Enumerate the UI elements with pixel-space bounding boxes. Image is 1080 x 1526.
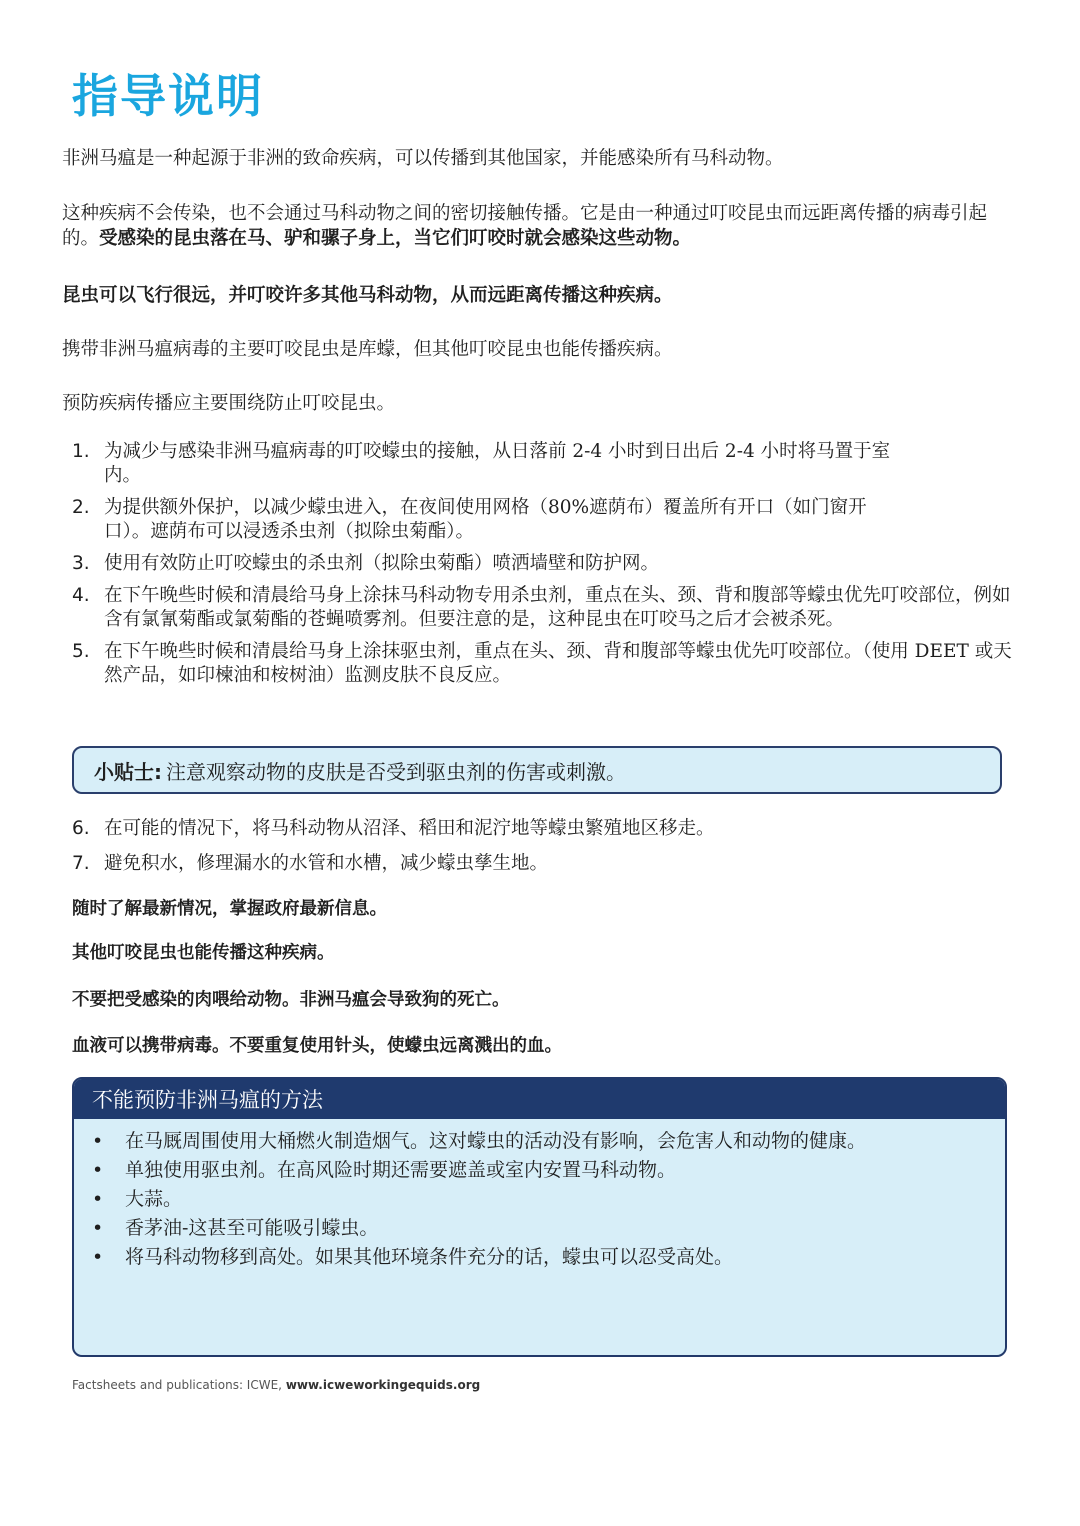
bullet: • <box>92 1188 104 1210</box>
tip-box <box>72 746 1002 794</box>
list-item <box>92 1187 985 1212</box>
bullet: • <box>92 1217 104 1239</box>
bullet: • <box>92 1246 104 1268</box>
intro-paragraph-3: 昆虫可以飞行很远，并叮咬许多其他马科动物，从而远距离传播这种疾病。 <box>62 285 673 306</box>
bullet: • <box>92 1130 104 1152</box>
list-item <box>72 496 1012 544</box>
box-item-text: 在马厩周围使用大桶燃火制造烟气。这对蠓虫的活动没有影响，会危害人和动物的健康。 <box>125 1130 867 1152</box>
list-item <box>72 817 1012 841</box>
step-text: 在下午晚些时候和清晨给马身上涂抹驱虫剂，重点在头、颈、背和腹部等蠓虫优先叮咬部位。（使用 DEET 或天然产品，如印楝油和桉树油）监测皮肤不良反应。 <box>104 641 1012 686</box>
bullet: • <box>92 1159 104 1181</box>
tip-label: 小贴士: <box>94 759 162 784</box>
footer <box>72 1378 480 1392</box>
list-item <box>72 552 1012 576</box>
intro-paragraph-4: 携带非洲马瘟病毒的主要叮咬昆虫是库蠓，但其他叮咬昆虫也能传播疾病。 <box>62 339 673 360</box>
step-text: 在可能的情况下，将马科动物从沼泽、稻田和泥泞地等蠓虫繁殖地区移走。 <box>104 818 715 839</box>
footer-text: Factsheets and publications: ICWE, <box>72 1378 282 1392</box>
step-text: 避免积水，修理漏水的水管和水槽，减少蠓虫孳生地。 <box>104 853 549 874</box>
list-item <box>72 584 1012 632</box>
box-title: 不能预防非洲马瘟的方法 <box>74 1079 1005 1119</box>
step-text: 在下午晚些时候和清晨给马身上涂抹马科动物专用杀虫剂，重点在头、颈、背和腹部等蠓虫优先叮咬部位，例如含有氯氰菊酯或氯菊酯的苍蝇喷雾剂。但要注意的是，这种昆虫在叮咬马之后才会被杀死。 <box>104 585 1011 630</box>
intro-paragraph-1: 非洲马瘟是一种起源于非洲的致命疾病，可以传播到其他国家，并能感染所有马科动物。 <box>62 148 784 169</box>
intro-paragraph-2-bold: 受感染的昆虫落在马、驴和骡子身上，当它们叮咬时就会感染这些动物。 <box>99 228 692 249</box>
step-number: 2. <box>72 497 90 518</box>
step-number: 4. <box>72 585 90 606</box>
step-text: 使用有效防止叮咬蠓虫的杀虫剂（拟除虫菊酯）喷洒墙壁和防护网。 <box>104 553 660 574</box>
list-item <box>72 640 1012 688</box>
step-number: 1. <box>72 441 90 462</box>
list-item <box>92 1158 985 1183</box>
intro-paragraph-5: 预防疾病传播应主要围绕防止叮咬昆虫。 <box>62 393 396 414</box>
steps-list <box>72 440 1012 688</box>
not-preventive-methods-box <box>72 1077 1007 1357</box>
note-2: 其他叮咬昆虫也能传播这种疾病。 <box>72 943 335 963</box>
step-text: 为减少与感染非洲马瘟病毒的叮咬蠓虫的接触，从日落前 2-4 小时到日出后 2-4 小时将马置于室内。 <box>104 441 891 486</box>
box-item-text: 大蒜。 <box>125 1188 183 1210</box>
list-item <box>92 1245 985 1270</box>
box-item-text: 单独使用驱虫剂。在高风险时期还需要遮盖或室内安置马科动物。 <box>125 1159 677 1181</box>
box-item-text: 将马科动物移到高处。如果其他环境条件充分的话，蠓虫可以忍受高处。 <box>125 1246 734 1268</box>
step-text: 为提供额外保护，以减少蠓虫进入，在夜间使用网格（80%遮荫布）覆盖所有开口（如门窗开口）。遮荫布可以浸透杀虫剂（拟除虫菊酯）。 <box>104 497 867 542</box>
note-4: 血液可以携带病毒。不要重复使用针头，使蠓虫远离溅出的血。 <box>72 1036 562 1056</box>
page-title: 指导说明 <box>72 69 264 123</box>
note-3: 不要把受感染的肉喂给动物。非洲马瘟会导致狗的死亡。 <box>72 990 510 1010</box>
list-item <box>72 852 1012 876</box>
note-1: 随时了解最新情况，掌握政府最新信息。 <box>72 899 387 919</box>
list-item <box>92 1216 985 1241</box>
step-number: 6. <box>72 818 90 839</box>
intro-paragraph-2 <box>62 201 1012 251</box>
step-number: 5. <box>72 641 90 662</box>
step-number: 3. <box>72 553 90 574</box>
list-item <box>72 440 1012 488</box>
footer-link[interactable]: www.icweworkingequids.org <box>285 1378 481 1392</box>
box-list <box>74 1119 1005 1270</box>
intro-paragraph-2-text: 这种疾病不会传染，也不会通过马科动物之间的密切接触传播。它是由一种通过叮咬昆虫而远距离传播的病毒引起的。 <box>62 203 988 249</box>
tip-text: 注意观察动物的皮肤是否受到驱虫剂的伤害或刺激。 <box>166 759 626 784</box>
step-number: 7. <box>72 853 90 874</box>
list-item <box>92 1129 985 1154</box>
steps-list-continued <box>72 817 1012 876</box>
box-item-text: 香茅油-这甚至可能吸引蠓虫。 <box>125 1217 379 1239</box>
